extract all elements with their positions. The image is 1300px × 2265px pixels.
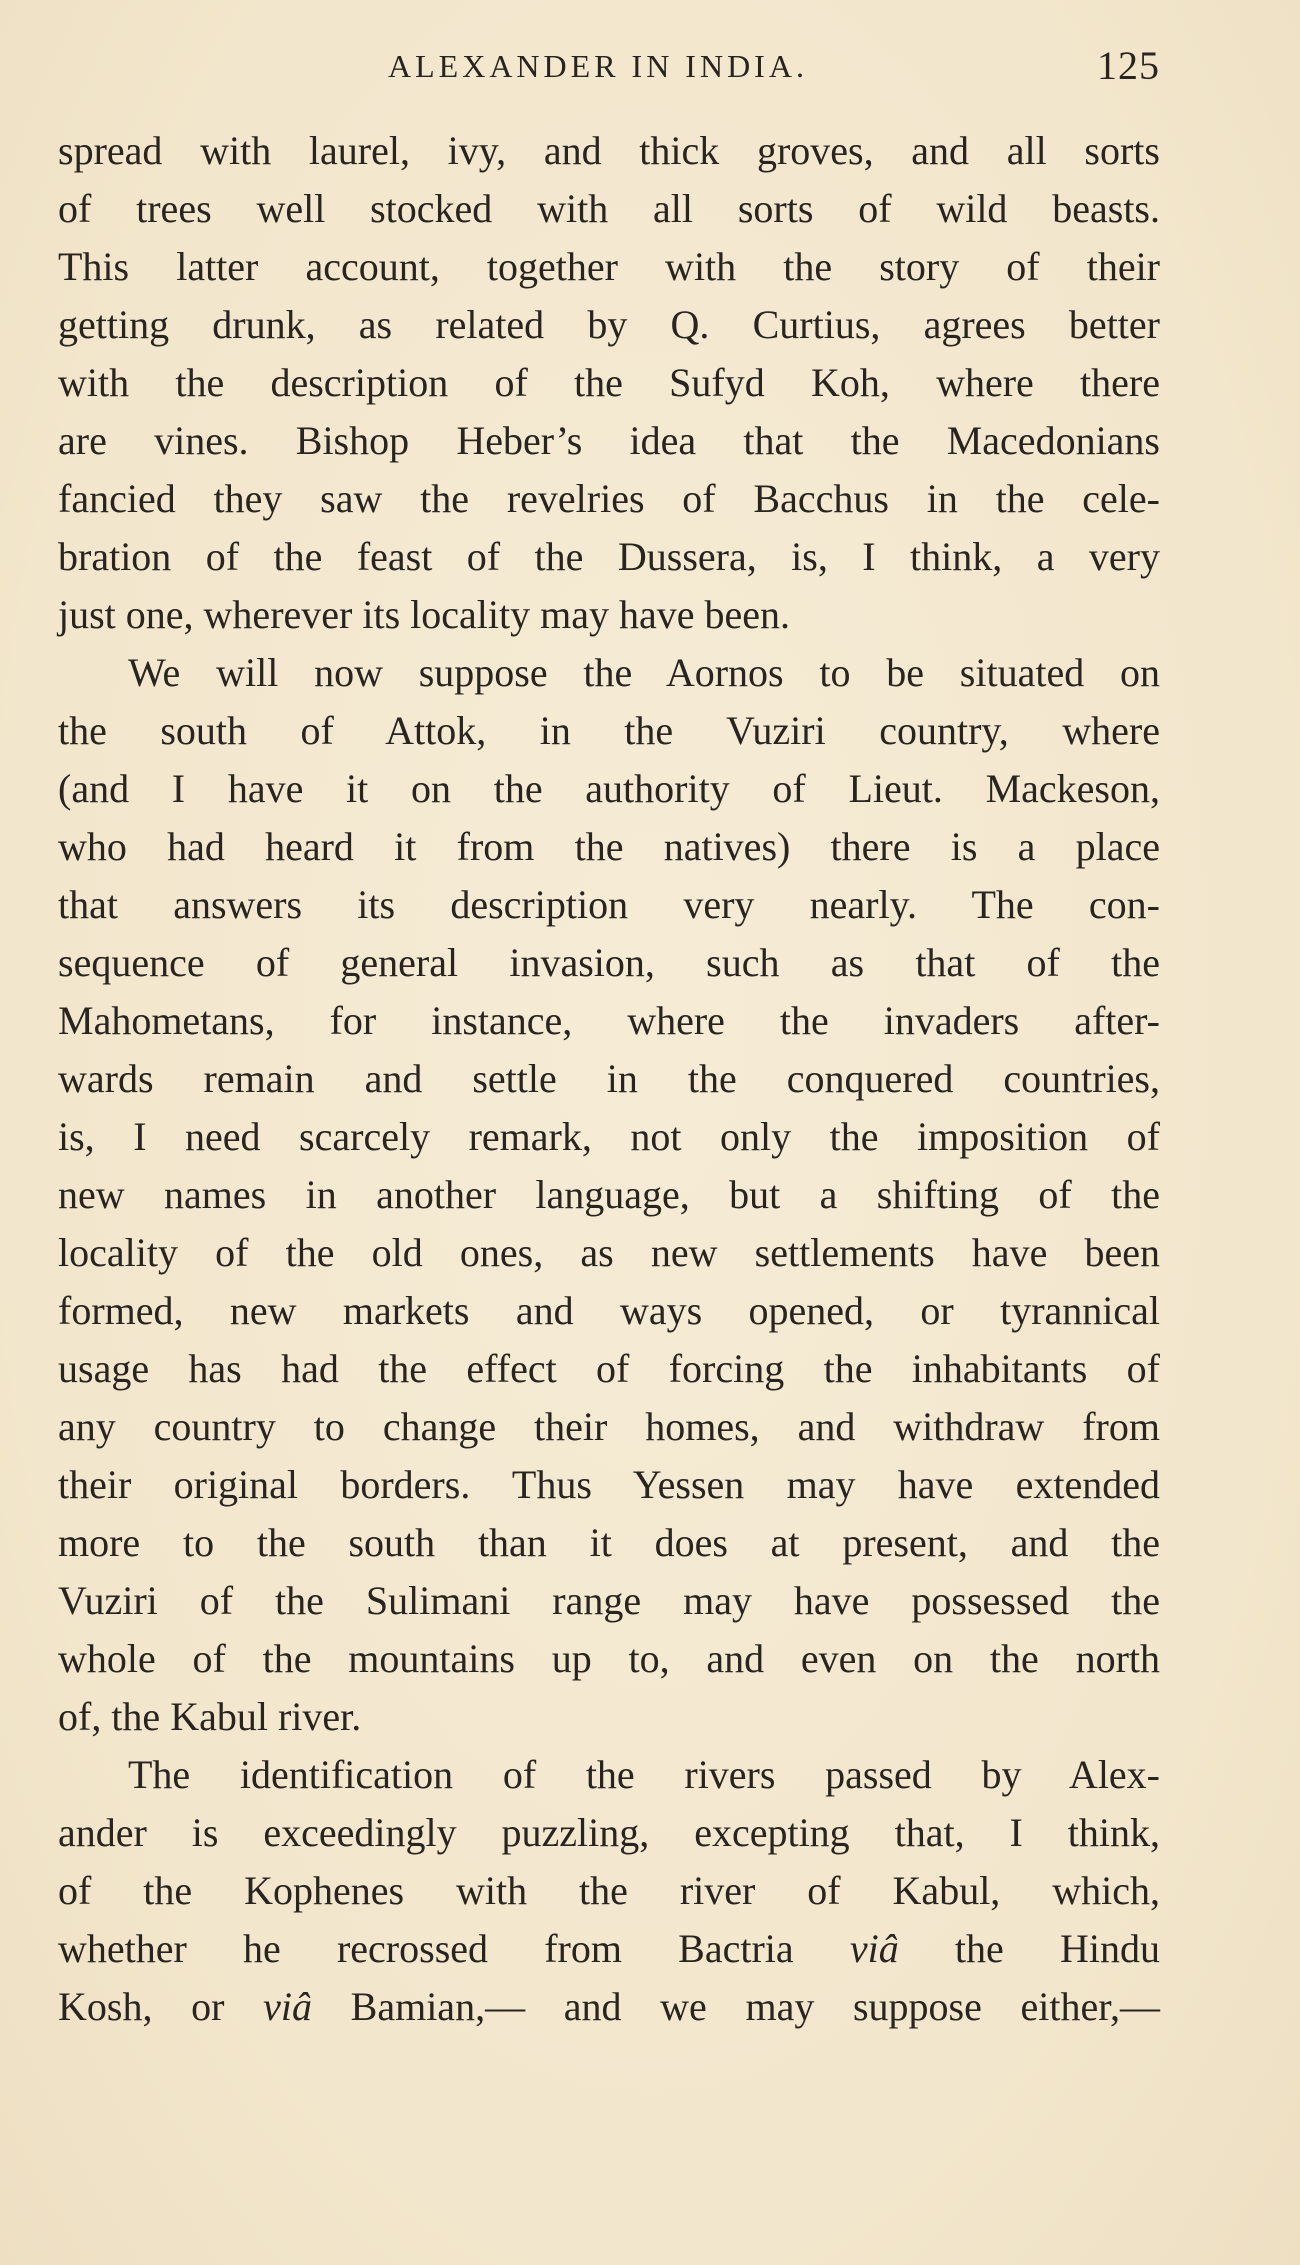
text-line: just one, wherever its locality may have been. xyxy=(58,592,790,637)
text-line: whole of the mountains up to, and even on the north xyxy=(58,1636,1160,1681)
text-line: Vuziri of the Sulimani range may have possessed the xyxy=(58,1578,1160,1623)
text-line: This latter account, together with the story of their xyxy=(58,244,1160,289)
text-line: sequence of general invasion, such as that of the xyxy=(58,940,1160,985)
running-title: ALEXANDER IN INDIA. xyxy=(388,48,808,84)
text-line: their original borders. Thus Yessen may have extended xyxy=(58,1462,1160,1507)
text-line: with the description of the Sufyd Koh, where there xyxy=(58,360,1160,405)
text-line: wards remain and settle in the conquered countries, xyxy=(58,1056,1160,1101)
text-line: spread with laurel, ivy, and thick groves, and all sorts xyxy=(58,128,1160,173)
text-line: fancied they saw the revelries of Bacchus in the cele- xyxy=(58,476,1160,521)
text-line: locality of the old ones, as new settlements have been xyxy=(58,1230,1160,1275)
text-line: are vines. Bishop Heber’s idea that the Macedonians xyxy=(58,418,1160,463)
text-line: formed, new markets and ways opened, or tyrannical xyxy=(58,1288,1160,1333)
paragraph-3 xyxy=(58,1746,1160,2036)
text-line: more to the south than it does at present, and the xyxy=(58,1520,1160,1565)
text-line: The identification of the rivers passed by Alex- xyxy=(128,1752,1160,1797)
text-line: of, the Kabul river. xyxy=(58,1694,362,1739)
text-segment: the Hindu xyxy=(898,1926,1160,1971)
text-line: We will now suppose the Aornos to be situated on xyxy=(128,650,1160,695)
text-segment: Kosh, or xyxy=(58,1984,264,2029)
body-text xyxy=(58,122,1160,2036)
text-line: of the Kophenes with the river of Kabul, which, xyxy=(58,1868,1160,1913)
text-line: any country to change their homes, and withdraw from xyxy=(58,1404,1160,1449)
text-line: the south of Attok, in the Vuziri country, where xyxy=(58,708,1160,753)
text-line: Mahometans, for instance, where the invaders after- xyxy=(58,998,1160,1043)
italic-word: viâ xyxy=(849,1926,899,1971)
text-line: is, I need scarcely remark, not only the imposition of xyxy=(58,1114,1160,1159)
text-line xyxy=(58,1920,1160,1978)
text-line: that answers its description very nearly. The con- xyxy=(58,882,1160,927)
text-line: of trees well stocked with all sorts of wild beasts. xyxy=(58,186,1160,231)
text-line: (and I have it on the authority of Lieut. Mackeson, xyxy=(58,766,1160,811)
text-line xyxy=(58,1978,1160,2036)
page-number: 125 xyxy=(1097,43,1160,88)
paragraph-1 xyxy=(58,122,1160,644)
text-line: getting drunk, as related by Q. Curtius, agrees better xyxy=(58,302,1160,347)
text-line: new names in another language, but a shifting of the xyxy=(58,1172,1160,1217)
text-line: ander is exceedingly puzzling, excepting that, I think, xyxy=(58,1810,1160,1855)
running-head xyxy=(60,38,1160,98)
text-segment: Bamian,— and we may suppose either,— xyxy=(311,1984,1160,2029)
text-line: usage has had the effect of forcing the inhabitants of xyxy=(58,1346,1160,1391)
paragraph-2 xyxy=(58,644,1160,1746)
italic-word: viâ xyxy=(263,1984,312,2029)
text-line: bration of the feast of the Dussera, is, I think, a very xyxy=(58,534,1160,579)
text-line: who had heard it from the natives) there is a place xyxy=(58,824,1160,869)
text-segment: whether he recrossed from Bactria xyxy=(58,1926,850,1971)
